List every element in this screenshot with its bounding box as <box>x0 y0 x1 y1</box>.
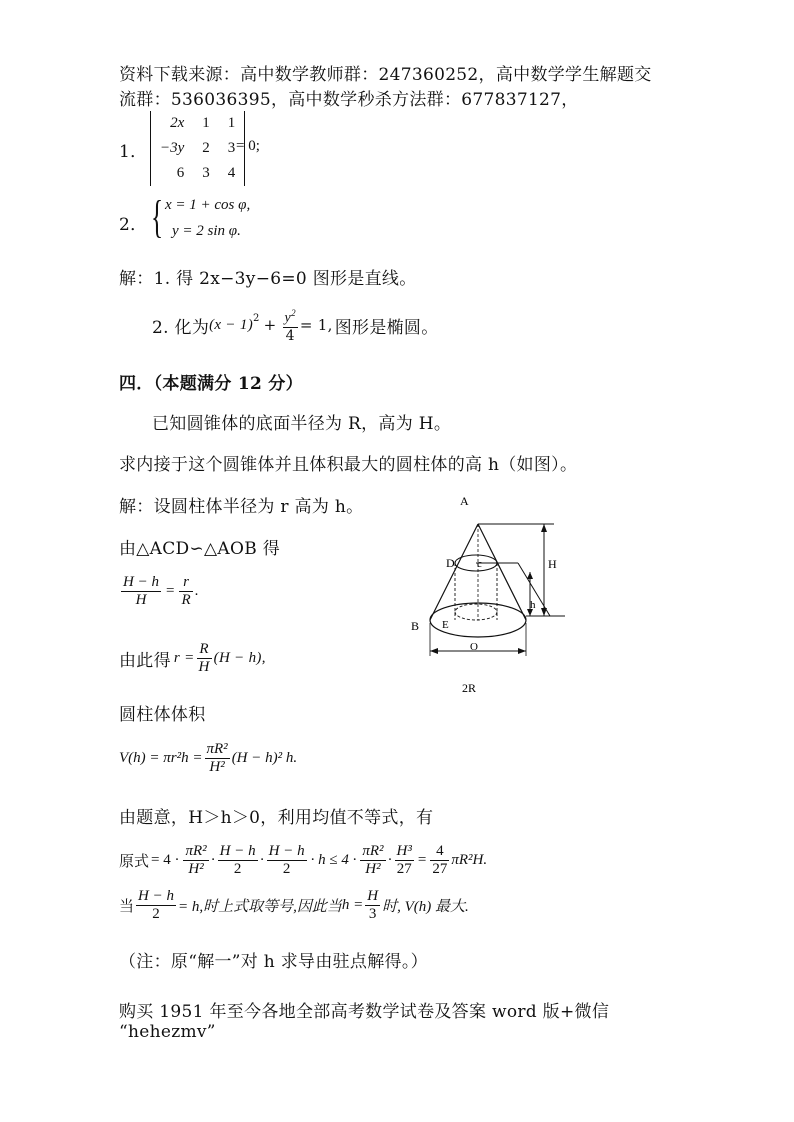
frac-piR2-H2 <box>183 843 208 878</box>
left-brace: { <box>150 191 164 242</box>
header-line-2: 流群：536036395，高中数学秒杀方法群：677837127， <box>119 90 579 110</box>
frac-den: H² <box>365 861 381 877</box>
ratio-rhs <box>179 574 192 609</box>
frac-den: H <box>198 658 210 675</box>
frac-num: πR² <box>362 843 384 859</box>
det-cell: 3 <box>227 140 236 156</box>
frac-den: 2 <box>282 861 291 877</box>
label-E: E <box>442 619 449 631</box>
orig-b: · h ≤ 4 · <box>310 852 357 868</box>
determinant <box>150 111 245 186</box>
dot: · <box>210 852 216 868</box>
label-2R: 2R <box>462 681 477 695</box>
frac-num: H − h <box>123 574 159 590</box>
frac-num: H − h <box>219 843 256 859</box>
footer-line-2: “hehezmv” <box>119 1022 216 1042</box>
frac-Hh-2 <box>267 843 307 878</box>
arrow-head <box>541 524 547 532</box>
arrow-head <box>541 608 547 616</box>
determinant-rhs: = 0; <box>236 138 260 154</box>
frac-num: πR² <box>185 843 207 859</box>
label-D: D <box>446 556 455 570</box>
frac-num: H − h <box>138 888 174 904</box>
frac-num: H − h <box>268 843 305 859</box>
expr-x-minus-1: (x − 1) <box>209 316 253 333</box>
frac-den: 3 <box>368 906 377 922</box>
frac-den: H <box>135 592 147 608</box>
frac-den: 4 <box>285 327 295 344</box>
inequality-text: 由题意，H＞h＞0，利用均值不等式，有 <box>119 808 434 828</box>
equality-condition <box>119 888 469 923</box>
problem-statement-1: 已知圆锥体的底面半径为 R，高为 H。 <box>152 414 452 434</box>
vol-lhs: V(h) = πr²h = <box>119 750 203 766</box>
frac-num <box>283 305 298 328</box>
frac-H3-27 <box>395 843 414 878</box>
solution-1-line: 解：1. 得 2x−3y−6=0 图形是直线。 <box>119 269 417 289</box>
equals-one: = 1, <box>299 316 333 334</box>
frac-den: 27 <box>432 861 448 877</box>
exponent: 2 <box>253 313 260 324</box>
frac-4-27 <box>430 843 449 878</box>
ratio-equation <box>119 574 198 609</box>
volume-equation <box>119 741 297 776</box>
param-eq-y: y = 2 sin φ. <box>172 223 241 239</box>
section-4-heading: 四．（本题满分 12 分） <box>119 374 303 394</box>
similar-triangles: 由△ACD∽△AOB 得 <box>119 539 281 559</box>
frac-num: R <box>197 641 212 659</box>
am-gm-equation <box>119 843 487 878</box>
r-lhs: r = <box>173 649 195 666</box>
label-B: B <box>411 619 420 633</box>
cylinder-bottom <box>455 604 497 620</box>
frac-den: 2 <box>152 906 160 922</box>
solution-2-prefix: 2. 化为 <box>152 317 210 338</box>
det-cell: 3 <box>202 165 210 181</box>
when-mid: = h,时上式取等号,因此当 <box>177 899 342 915</box>
frac-num: 4 <box>430 843 449 861</box>
det-row <box>151 111 244 136</box>
frac-den: R <box>181 592 191 608</box>
fraction-y2-over-4 <box>283 305 298 345</box>
when-h: h = <box>341 897 364 913</box>
frac-H-3 <box>365 888 380 923</box>
solution-intro: 解：设圆柱体半径为 r 高为 h。 <box>119 497 364 517</box>
frac-num: πR² <box>206 741 228 757</box>
frac-den: H² <box>188 861 204 877</box>
cone-cylinder-figure <box>400 488 600 698</box>
det-row <box>151 161 244 186</box>
r-prefix: 由此得 <box>119 650 171 671</box>
frac-piR2-H2 <box>360 843 385 878</box>
problem-statement-2: 求内接于这个圆锥体并且体积最大的圆柱体的高 h（如图）。 <box>119 455 578 475</box>
vol-fraction <box>205 741 230 776</box>
frac-Hh-2 <box>218 843 258 878</box>
footer-line-1: 购买 1951 年至今各地全部高考数学试卷及答案 word 版+微信 <box>119 1002 610 1022</box>
equals-sign: = <box>165 583 175 599</box>
problem-2-number: 2． <box>119 215 148 235</box>
dot: · <box>259 852 265 868</box>
note: （注：原“解一”对 h 求导由驻点解得。） <box>119 952 428 972</box>
frac-den: H² <box>209 759 225 775</box>
frac-den: 27 <box>396 861 412 877</box>
solution-2-line <box>152 305 439 345</box>
r-fraction <box>197 641 212 676</box>
orig-a: = 4 · <box>151 852 180 868</box>
label-c: c <box>477 558 482 570</box>
period: . <box>194 583 199 599</box>
frac-den: 2 <box>233 861 242 877</box>
ratio-lhs <box>121 574 161 609</box>
det-cell: 2x <box>170 115 185 131</box>
det-cell: 2 <box>202 140 210 156</box>
det-cell: 1 <box>202 115 210 131</box>
det-cell: 1 <box>227 115 236 131</box>
label-h: h <box>530 599 536 611</box>
vol-rest: (H − h)² h. <box>231 750 298 766</box>
label-H: H <box>548 557 557 571</box>
arrow-head <box>430 648 438 654</box>
orig-end: πR²H. <box>451 852 488 868</box>
orig-prefix: 原式 <box>119 852 150 870</box>
when-end: 时, V(h) 最大. <box>382 899 469 915</box>
header-line-1: 资料下载来源：高中数学教师群：247360252，高中数学学生解题交 <box>119 65 652 85</box>
when-prefix: 当 <box>119 897 135 915</box>
problem-1-number: 1． <box>119 142 148 162</box>
volume-label: 圆柱体体积 <box>119 705 206 725</box>
arrow-head <box>527 572 533 579</box>
frac-Hh-2 <box>136 888 176 923</box>
equals-sign: = <box>417 852 427 868</box>
arrow-head <box>518 648 526 654</box>
solution-2-suffix: 图形是椭圆。 <box>334 317 439 338</box>
frac-num: r <box>179 574 192 592</box>
frac-num-sup: 2 <box>291 308 296 319</box>
frac-num: H <box>367 888 379 904</box>
det-cell: 4 <box>227 165 236 181</box>
r-rest: (H − h), <box>213 649 266 666</box>
frac-num: H³ <box>396 843 412 859</box>
param-eq-x: x = 1 + cos φ, <box>165 197 251 213</box>
det-row <box>151 136 244 161</box>
label-O: O <box>470 641 478 653</box>
plus-sign: + <box>263 316 277 334</box>
r-equation <box>119 638 266 678</box>
label-A: A <box>460 494 469 508</box>
det-cell: −3y <box>160 140 185 156</box>
det-cell: 6 <box>176 165 185 181</box>
dot: · <box>387 852 393 868</box>
frac-num-text: y <box>284 310 292 326</box>
